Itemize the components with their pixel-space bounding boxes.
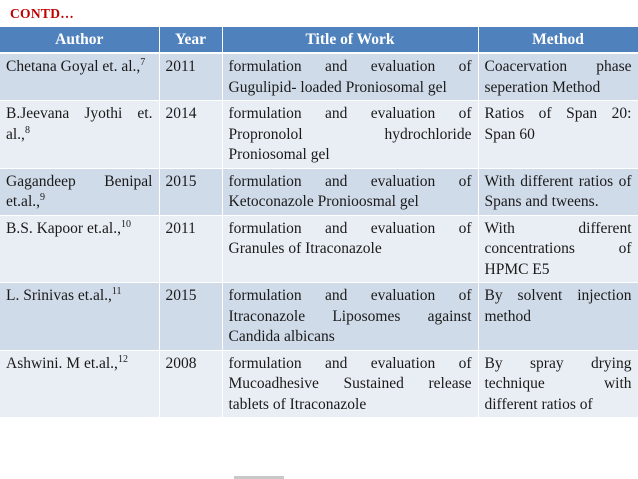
method-cell: By solvent injection method [478,283,638,351]
table-header-row [0,27,638,53]
reference-number: 7 [140,56,146,68]
title-cell: formulation and evaluation of Mucoadhesive Sustained release tablets of Itraconazole [222,350,478,418]
title-cell: formulation and evaluation of Itraconazole Liposomes against Candida albicans [222,283,478,351]
header-year: Year [159,27,222,53]
year-cell: 2011 [159,215,222,283]
method-cell: Ratios of Span 20: Span 60 [478,101,638,169]
table-row [0,53,638,101]
literature-review-table [0,27,638,418]
author-cell [0,101,159,169]
reference-number: 9 [40,191,45,203]
author-cell [0,215,159,283]
author-name: Gagandeep Benipal et.al., [6,172,153,210]
title-cell: formulation and evaluation of Gugulipid- loaded Proniosomal gel [222,53,478,101]
method-cell: By spray drying technique with different ratios of [478,350,638,418]
year-cell: 2015 [159,168,222,215]
table-row [0,283,638,351]
year-cell: 2015 [159,283,222,351]
author-cell [0,350,159,418]
author-cell [0,168,159,215]
method-cell: Coacervation phase seperation Method [478,53,638,101]
table-row [0,350,638,418]
header-title: Title of Work [222,27,478,53]
author-name: L. Srinivas et.al., [6,287,112,304]
table-row [0,168,638,215]
header-method: Method [478,27,638,53]
year-cell: 2011 [159,53,222,101]
author-name: B.S. Kapoor et.al., [6,219,121,237]
year-cell: 2014 [159,101,222,169]
reference-number: 11 [111,285,122,297]
method-cell: With different concentrations of HPMC E5 [478,215,638,283]
reference-number: 8 [24,124,30,136]
title-cell: formulation and evaluation of Propronolol hydrochloride Proniosomal gel [222,101,478,169]
table-row [0,101,638,169]
author-name: Chetana Goyal et. al., [6,58,141,75]
slide-heading: CONTD… [10,6,75,21]
table-row [0,215,638,283]
title-cell: formulation and evaluation of Granules of Itraconazole [222,215,478,283]
method-cell: With different ratios of Spans and tweens. [478,168,638,215]
title-cell: formulation and evaluation of Ketoconazole Pronioosmal gel [222,168,478,215]
year-cell: 2008 [159,350,222,418]
author-cell [0,53,159,101]
author-name: B.Jeevana Jyothi et. al., [6,105,153,143]
reference-number: 10 [120,218,131,230]
author-cell [0,283,159,351]
reference-number: 12 [117,353,128,365]
header-author: Author [0,27,159,53]
author-name: Ashwini. M et.al., [6,354,118,372]
